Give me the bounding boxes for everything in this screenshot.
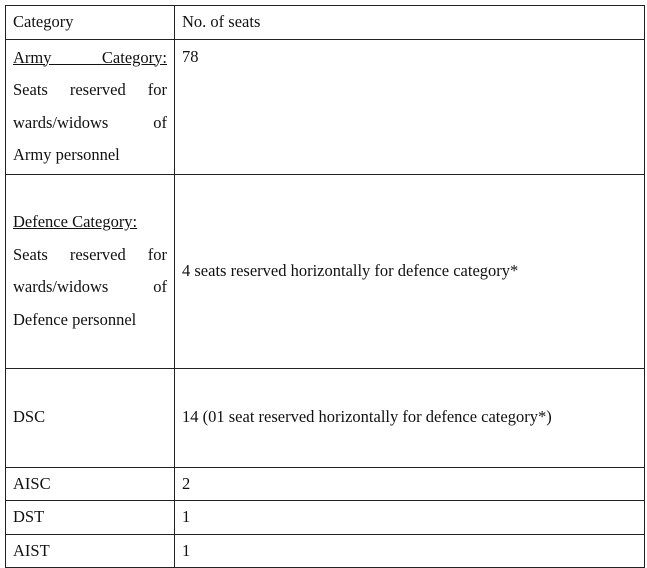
army-line-1: Seats reserved for <box>13 80 168 99</box>
row-category: DSC <box>13 407 46 427</box>
army-seats-cell <box>175 39 645 174</box>
table-row <box>6 467 645 501</box>
table-row-defence <box>6 174 645 368</box>
army-category-title: Army Category: <box>13 47 167 67</box>
army-line-2: wards/widows of <box>13 112 167 132</box>
defence-category-cell <box>6 174 175 368</box>
row-category: DST <box>13 507 45 526</box>
header-seats: No. of seats <box>182 12 261 31</box>
table-row <box>6 534 645 568</box>
header-category-cell <box>6 6 175 40</box>
seat-reservation-table <box>5 5 645 568</box>
defence-seats-value: 4 seats reserved horizontally for defence category* <box>182 260 519 280</box>
row-seats: 2 <box>182 473 191 493</box>
defence-line-3: Defence personnel <box>13 309 137 329</box>
row-category-cell <box>6 534 175 568</box>
row-category-cell <box>6 501 175 535</box>
army-category-text <box>6 42 174 172</box>
army-category-cell <box>6 39 175 174</box>
table-row <box>6 368 645 467</box>
row-seats-cell <box>175 534 645 568</box>
row-category-cell <box>6 368 175 467</box>
header-seats-cell <box>175 6 645 40</box>
table-header-row <box>6 6 645 40</box>
row-seats-cell <box>175 467 645 501</box>
row-category: AISC <box>13 473 51 493</box>
defence-line-2: wards/widows of <box>13 277 167 296</box>
table-row-army <box>6 39 645 174</box>
row-seats: 1 <box>182 507 191 526</box>
row-seats-cell <box>175 501 645 535</box>
army-line-3: Army personnel <box>13 145 120 164</box>
header-category: Category <box>13 12 74 31</box>
row-seats: 14 (01 seat reserved horizontally for defence category*) <box>182 407 552 427</box>
army-seats-value: 78 <box>182 46 199 66</box>
row-category: AIST <box>13 540 50 560</box>
row-seats-cell <box>175 368 645 467</box>
row-category-cell <box>6 467 175 501</box>
defence-seats-cell <box>175 174 645 368</box>
table-row <box>6 501 645 535</box>
row-seats: 1 <box>182 540 191 560</box>
defence-line-1: Seats reserved for <box>13 244 168 264</box>
defence-category-text <box>6 206 174 336</box>
defence-category-title: Defence Category: <box>13 212 138 231</box>
